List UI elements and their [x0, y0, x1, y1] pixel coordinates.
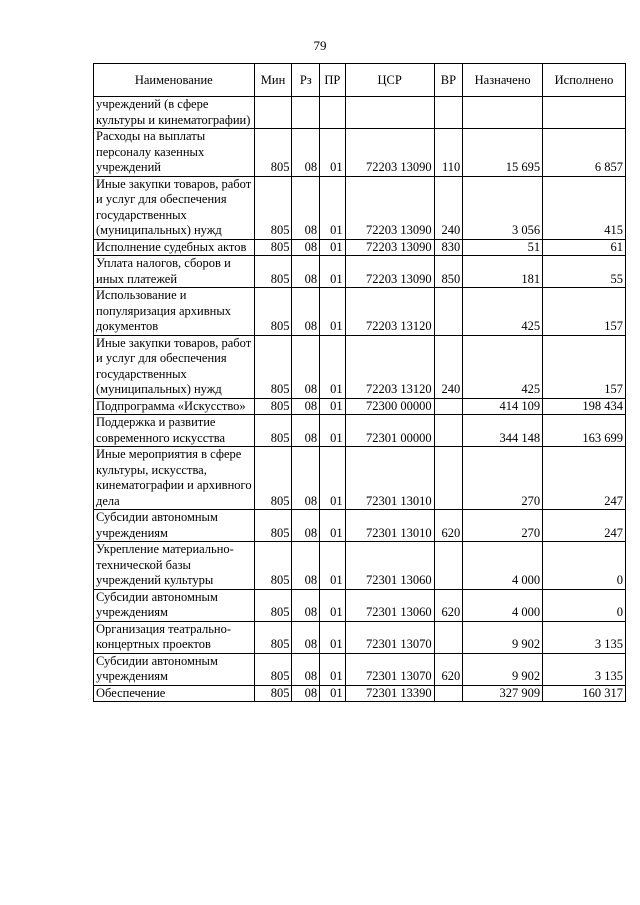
- cell-rz: 08: [292, 288, 320, 336]
- column-header-vr: ВР: [434, 64, 463, 97]
- budget-table: [93, 63, 626, 702]
- cell-pr: 01: [320, 335, 346, 398]
- cell-name: Обеспечение: [94, 685, 255, 702]
- cell-min: 805: [254, 415, 292, 447]
- cell-vr: 110: [434, 129, 463, 177]
- cell-rz: 08: [292, 335, 320, 398]
- cell-executed: 157: [543, 288, 626, 336]
- cell-name: Использование и популяризация архивных документов: [94, 288, 255, 336]
- cell-executed: 160 317: [543, 685, 626, 702]
- cell-vr: 620: [434, 653, 463, 685]
- cell-pr: 01: [320, 129, 346, 177]
- table-row: [94, 685, 626, 702]
- cell-assigned: 344 148: [463, 415, 543, 447]
- cell-min: [254, 97, 292, 129]
- cell-pr: 01: [320, 256, 346, 288]
- cell-name: Иные мероприятия в сфере культуры, искусства, кинематографии и архивного дела: [94, 447, 255, 510]
- cell-pr: 01: [320, 176, 346, 239]
- cell-executed: 247: [543, 447, 626, 510]
- cell-min: 805: [254, 685, 292, 702]
- column-header-executed: Исполнено: [543, 64, 626, 97]
- cell-pr: 01: [320, 288, 346, 336]
- cell-name: Расходы на выплаты персоналу казенных учреждений: [94, 129, 255, 177]
- cell-vr: [434, 685, 463, 702]
- cell-min: 805: [254, 621, 292, 653]
- cell-rz: 08: [292, 510, 320, 542]
- cell-pr: 01: [320, 685, 346, 702]
- table-row: [94, 256, 626, 288]
- column-header-csr: ЦСР: [345, 64, 434, 97]
- cell-assigned: 51: [463, 239, 543, 256]
- cell-executed: 3 135: [543, 621, 626, 653]
- cell-assigned: [463, 97, 543, 129]
- cell-assigned: 9 902: [463, 621, 543, 653]
- cell-rz: 08: [292, 176, 320, 239]
- cell-assigned: 15 695: [463, 129, 543, 177]
- cell-rz: 08: [292, 589, 320, 621]
- cell-vr: [434, 97, 463, 129]
- page-number: 79: [313, 38, 327, 53]
- table-header-row: [94, 64, 626, 97]
- cell-name: Субсидии автономным учреждениям: [94, 589, 255, 621]
- table-row: [94, 129, 626, 177]
- cell-min: 805: [254, 398, 292, 415]
- cell-executed: 6 857: [543, 129, 626, 177]
- cell-rz: 08: [292, 653, 320, 685]
- cell-vr: [434, 398, 463, 415]
- cell-pr: 01: [320, 447, 346, 510]
- cell-vr: 850: [434, 256, 463, 288]
- cell-assigned: 4 000: [463, 589, 543, 621]
- cell-min: 805: [254, 129, 292, 177]
- cell-csr: 72300 00000: [345, 398, 434, 415]
- column-header-rz: Рз: [292, 64, 320, 97]
- cell-pr: 01: [320, 239, 346, 256]
- table-row: [94, 288, 626, 336]
- cell-assigned: 327 909: [463, 685, 543, 702]
- cell-min: 805: [254, 239, 292, 256]
- cell-min: 805: [254, 335, 292, 398]
- cell-executed: 198 434: [543, 398, 626, 415]
- cell-rz: 08: [292, 129, 320, 177]
- cell-csr: 72203 13090: [345, 256, 434, 288]
- cell-assigned: 3 056: [463, 176, 543, 239]
- cell-vr: 620: [434, 510, 463, 542]
- cell-name: Поддержка и развитие современного искусства: [94, 415, 255, 447]
- table-body: [94, 97, 626, 702]
- cell-csr: 72203 13090: [345, 239, 434, 256]
- cell-name: Иные закупки товаров, работ и услуг для обеспечения государственных (муниципальных) нужд: [94, 335, 255, 398]
- cell-vr: [434, 447, 463, 510]
- cell-pr: 01: [320, 542, 346, 590]
- cell-min: 805: [254, 256, 292, 288]
- cell-assigned: 425: [463, 288, 543, 336]
- cell-executed: 163 699: [543, 415, 626, 447]
- cell-min: 805: [254, 653, 292, 685]
- cell-name: Исполнение судебных актов: [94, 239, 255, 256]
- table-row: [94, 335, 626, 398]
- cell-assigned: 425: [463, 335, 543, 398]
- cell-name: Подпрограмма «Искусство»: [94, 398, 255, 415]
- table-row: [94, 447, 626, 510]
- cell-executed: [543, 97, 626, 129]
- cell-csr: 72301 13060: [345, 589, 434, 621]
- cell-csr: 72301 13010: [345, 447, 434, 510]
- cell-vr: 240: [434, 176, 463, 239]
- cell-rz: 08: [292, 447, 320, 510]
- cell-rz: 08: [292, 239, 320, 256]
- cell-vr: 830: [434, 239, 463, 256]
- cell-pr: 01: [320, 621, 346, 653]
- cell-min: 805: [254, 447, 292, 510]
- cell-name: Уплата налогов, сборов и иных платежей: [94, 256, 255, 288]
- table-row: [94, 239, 626, 256]
- cell-pr: 01: [320, 398, 346, 415]
- cell-vr: [434, 542, 463, 590]
- cell-executed: 0: [543, 542, 626, 590]
- cell-csr: 72203 13120: [345, 288, 434, 336]
- cell-csr: 72301 13070: [345, 653, 434, 685]
- cell-executed: 55: [543, 256, 626, 288]
- cell-min: 805: [254, 176, 292, 239]
- cell-name: Субсидии автономным учреждениям: [94, 510, 255, 542]
- cell-executed: 61: [543, 239, 626, 256]
- cell-min: 805: [254, 589, 292, 621]
- cell-rz: [292, 97, 320, 129]
- cell-rz: 08: [292, 685, 320, 702]
- cell-assigned: 9 902: [463, 653, 543, 685]
- cell-executed: 3 135: [543, 653, 626, 685]
- table-row: [94, 176, 626, 239]
- table-row: [94, 621, 626, 653]
- cell-vr: [434, 288, 463, 336]
- cell-csr: [345, 97, 434, 129]
- table-row: [94, 97, 626, 129]
- cell-vr: [434, 621, 463, 653]
- cell-rz: 08: [292, 398, 320, 415]
- table-row: [94, 510, 626, 542]
- cell-min: 805: [254, 542, 292, 590]
- cell-name: учреждений (в сфере культуры и кинематографии): [94, 97, 255, 129]
- column-header-pr: ПР: [320, 64, 346, 97]
- cell-csr: 72301 13390: [345, 685, 434, 702]
- cell-pr: 01: [320, 510, 346, 542]
- cell-executed: 247: [543, 510, 626, 542]
- cell-min: 805: [254, 288, 292, 336]
- cell-vr: [434, 415, 463, 447]
- cell-assigned: 181: [463, 256, 543, 288]
- column-header-assigned: Назначено: [463, 64, 543, 97]
- table-row: [94, 542, 626, 590]
- cell-rz: 08: [292, 256, 320, 288]
- cell-csr: 72301 13010: [345, 510, 434, 542]
- column-header-name: Наименование: [94, 64, 255, 97]
- cell-executed: 157: [543, 335, 626, 398]
- cell-executed: 415: [543, 176, 626, 239]
- cell-min: 805: [254, 510, 292, 542]
- cell-csr: 72301 00000: [345, 415, 434, 447]
- cell-rz: 08: [292, 415, 320, 447]
- cell-csr: 72203 13120: [345, 335, 434, 398]
- cell-pr: 01: [320, 589, 346, 621]
- cell-vr: 240: [434, 335, 463, 398]
- table-row: [94, 653, 626, 685]
- cell-assigned: 414 109: [463, 398, 543, 415]
- cell-executed: 0: [543, 589, 626, 621]
- cell-name: Организация театрально-концертных проектов: [94, 621, 255, 653]
- cell-pr: 01: [320, 653, 346, 685]
- cell-csr: 72301 13070: [345, 621, 434, 653]
- cell-rz: 08: [292, 621, 320, 653]
- cell-assigned: 270: [463, 447, 543, 510]
- cell-assigned: 270: [463, 510, 543, 542]
- column-header-min: Мин: [254, 64, 292, 97]
- cell-name: Иные закупки товаров, работ и услуг для обеспечения государственных (муниципальных) нужд: [94, 176, 255, 239]
- cell-name: Субсидии автономным учреждениям: [94, 653, 255, 685]
- cell-csr: 72301 13060: [345, 542, 434, 590]
- cell-vr: 620: [434, 589, 463, 621]
- cell-assigned: 4 000: [463, 542, 543, 590]
- cell-csr: 72203 13090: [345, 129, 434, 177]
- table-row: [94, 398, 626, 415]
- table-row: [94, 415, 626, 447]
- cell-pr: [320, 97, 346, 129]
- cell-csr: 72203 13090: [345, 176, 434, 239]
- cell-rz: 08: [292, 542, 320, 590]
- table-row: [94, 589, 626, 621]
- cell-name: Укрепление материально-технической базы учреждений культуры: [94, 542, 255, 590]
- cell-pr: 01: [320, 415, 346, 447]
